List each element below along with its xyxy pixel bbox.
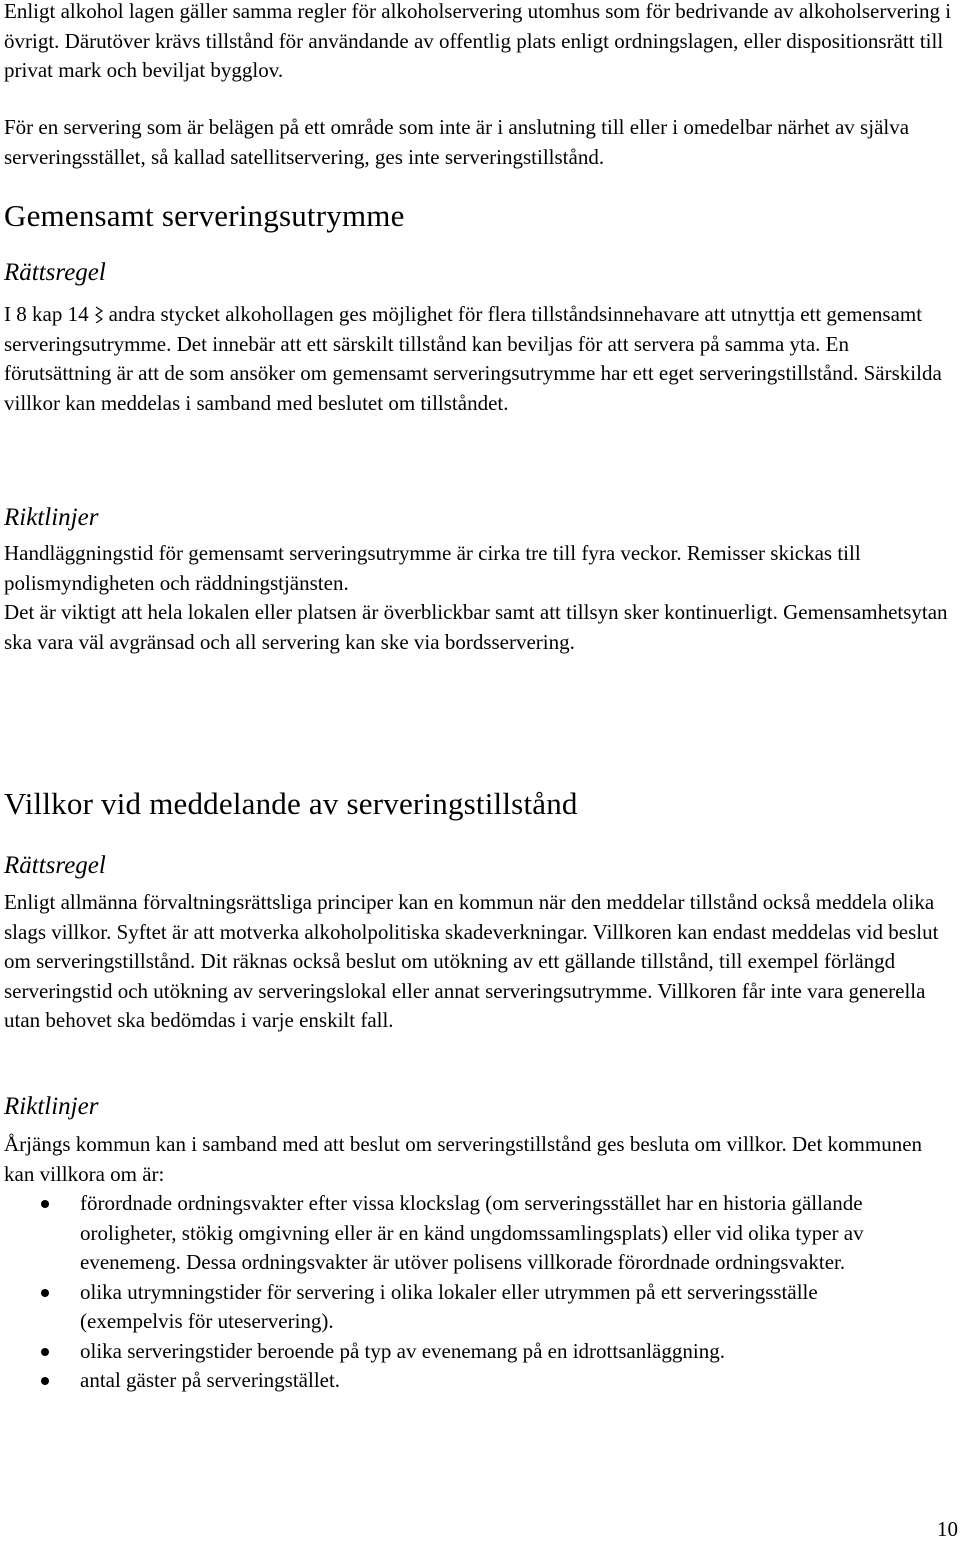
rule-paragraph-1 bbox=[4, 300, 960, 418]
section-heading-villkor: Villkor vid meddelande av serveringstillstånd bbox=[4, 786, 578, 821]
guidelines-paragraph-2: Det är viktigt att hela lokalen eller platsen är överblickbar samt att tillsyn sker kontinuerligt. Gemensamhetsytan ska vara väl avgränsad och all servering kan ske via bordsservering. bbox=[4, 600, 948, 654]
subheading-riktlinjer-2: Riktlinjer bbox=[4, 1093, 99, 1120]
guidelines-paragraph-3: Årjängs kommun kan i samband med att beslut om serveringstillstånd ges besluta om villkor. Det kommunen kan villkora om är: bbox=[4, 1132, 923, 1186]
subheading-rattsregel-1: Rättsregel bbox=[4, 259, 106, 286]
list-item: olika serveringstider beroende på typ av evenemang på en idrottsanläggning. bbox=[4, 1337, 904, 1367]
subheading-rattsregel-2: Rättsregel bbox=[4, 852, 106, 879]
list-item: olika utrymningstider för servering i olika lokaler eller utrymmen på ett serveringsställe (exempelvis för uteservering). bbox=[4, 1278, 904, 1337]
list-item: antal gäster på serveringstället. bbox=[4, 1366, 904, 1396]
subheading-riktlinjer-1: Riktlinjer bbox=[4, 504, 99, 531]
list-item: förordnade ordningsvakter efter vissa klockslag (om serveringsstället har en historia gällande oroligheter, stökig omgivning eller är en känd ungdomssamlingsplats) eller vid olika typer av evenemeng. Dessa ordningsvakter är utöver polisens villkorade förordnade ordningsvakter. bbox=[4, 1189, 904, 1278]
section-heading-gemensamt: Gemensamt serveringsutrymme bbox=[4, 198, 405, 233]
rule-paragraph-2: Enligt allmänna förvaltningsrättsliga principer kan en kommun när den meddelar tillstånd också meddela olika slags villkor. Syftet är att motverka alkoholpolitiska skadeverkningar. Villkoren kan endast meddelas vid beslut om serveringstillstånd. Dit räknas också beslut om utökning av ett gällande tillstånd, till exempel förlängd serveringstid och utökning av serveringslokal eller annat serveringsutrymme. Villkoren får inte vara generella utan behovet ska bedömdas i varje enskilt fall. bbox=[4, 890, 939, 1032]
page-number: 10 bbox=[937, 1517, 958, 1541]
intro-paragraph-1: Enligt alkohol lagen gäller samma regler för alkoholservering utomhus som för bedrivande av alkoholservering i övrigt. Därutöver krävs tillstånd för användande av offentlig plats enligt ordningslagen, eller dispositionsrätt till privat mark och beviljat bygglov. bbox=[4, 0, 952, 82]
conditions-list bbox=[4, 1189, 904, 1396]
rule-text-pre: I 8 kap 14 bbox=[4, 302, 89, 326]
intro-paragraph-2: För en servering som är belägen på ett område som inte är i anslutning till eller i omedelbar närhet av själva serveringsstället, så kallad satellitservering, ges inte serveringstillstånd. bbox=[4, 115, 910, 169]
guidelines-paragraph-1: Handläggningstid för gemensamt serveringsutrymme är cirka tre till fyra veckor. Remisser skickas till polismyndigheten och räddningstjänsten. bbox=[4, 541, 861, 595]
rule-text-post: andra stycket alkohollagen ges möjlighet för flera tillståndsinnehavare att utnyttja ett gemensamt serveringsutrymme. Det innebär att ett särskilt tillstånd kan beviljas för att servera på samma yta. En förutsättning är att de som ansöker om gemensamt serveringsutrymme har ett eget serveringstillstånd. Särskilda villkor kan meddelas i samband med beslutet om tillståndet. bbox=[4, 302, 942, 415]
section-sign-icon bbox=[95, 305, 103, 323]
